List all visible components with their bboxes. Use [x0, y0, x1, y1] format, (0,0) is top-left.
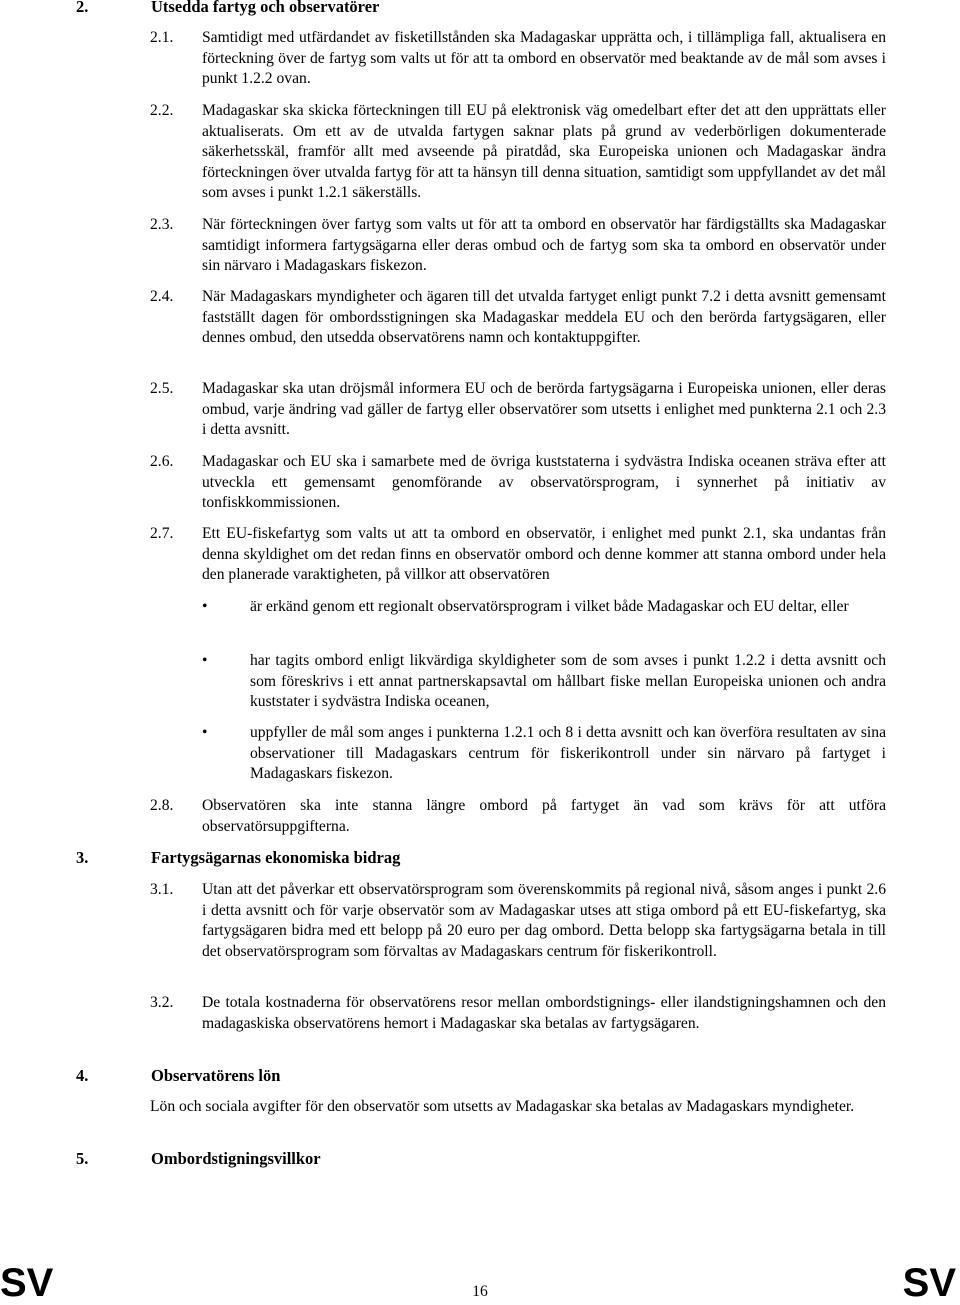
bullet-text: är erkänd genom ett regionalt observatörsprogram i vilket både Madagaskar och EU deltar, eller	[250, 598, 849, 615]
section-number: 5.	[76, 1149, 89, 1168]
paragraph-number: 2.3.	[150, 216, 174, 233]
paragraph-number: 2.7.	[150, 525, 174, 542]
paragraph-4: Lön och sociala avgifter för den observatör som utsetts av Madagaskar ska betalas av Madagaskars myndigheter.	[150, 1098, 855, 1115]
paragraph-text: Ett EU-fiskefartyg som valts ut att ta ombord en observatör, i enlighet med punkt 2.1, ska undantas från denna skyldighet om det redan finns en observatör ombord och denne kommer att stanna ombord under hela den planerade varaktigheten, på villkor att observatören	[202, 525, 886, 583]
section-number: 3.	[76, 848, 89, 867]
paragraph-text: De totala kostnaderna för observatörens resor mellan ombordstignings- eller ilandstigningshamnen och den madagaskiska observatörens hemort i Madagaskar ska betalas av fartygsägaren.	[202, 994, 886, 1032]
bullet-icon: •	[202, 724, 208, 741]
section-number: 2.	[76, 0, 89, 16]
section-number: 4.	[76, 1066, 89, 1085]
paragraph-text: När förteckningen över fartyg som valts ut för att ta ombord en observatör har färdigställts ska Madagaskar samtidigt informera fartygsägarna eller deras ombud och de fartyg som ska ta ombord en observatör under sin närvaro i Madagaskars fiskezon.	[202, 216, 886, 274]
paragraph-text: Utan att det påverkar ett observatörsprogram som överenskommits på regional nivå, såsom anges i punkt 2.6 i detta avsnitt och för varje observatör som av Madagaskar utses att stiga ombord på ett EU-fiskefartyg, ska fartygsägaren bidra med ett belopp på 20 euro per dag ombord. Detta belopp ska fartygsägarna betala in till det observatörsprogram som förvaltas av Madagaskars centrum för fiskerikontroll.	[202, 881, 886, 960]
paragraph-2-2	[150, 101, 886, 204]
paragraph-2-1	[150, 28, 886, 90]
section-heading-5	[76, 1149, 321, 1169]
section-heading-3	[76, 848, 400, 868]
paragraph-2-5	[150, 379, 886, 441]
section-heading-2	[76, 0, 379, 17]
paragraph-text: När Madagaskars myndigheter och ägaren till det utvalda fartyget enligt punkt 7.2 i detta avsnitt gemensamt fastställt dagen för ombordsstigningen ska Madagaskar meddela EU och den berörda fartygsägaren, eller dennes ombud, den utsedda observatörens namn och kontaktuppgifter.	[202, 288, 886, 346]
footer-language-code-left: SV	[0, 1261, 54, 1305]
paragraph-2-3	[150, 215, 886, 277]
paragraph-number: 2.6.	[150, 453, 174, 470]
bullet-icon: •	[202, 652, 208, 669]
paragraph-number: 3.1.	[150, 881, 174, 898]
bullet-text: har tagits ombord enligt likvärdiga skyldigheter som de som avses i punkt 1.2.2 i detta avsnitt och som föreskrivs i ett annat partnerskapsavtal om hållbart fiske mellan Europeiska unionen och andra kuststater i sydvästra Indiska oceanen,	[250, 652, 886, 710]
footer-language-code-right: SV	[902, 1261, 956, 1305]
section-heading-4	[76, 1066, 280, 1086]
section-title: Utsedda fartyg och observatörer	[151, 0, 380, 16]
paragraph-number: 2.2.	[150, 102, 174, 119]
footer-page-number: 16	[472, 1283, 488, 1300]
paragraph-text: Observatören ska inte stanna längre ombord på fartyget än vad som krävs för att utföra observatörsuppgifterna.	[202, 797, 886, 835]
paragraph-2-7	[150, 524, 886, 586]
paragraph-number: 2.4.	[150, 288, 174, 305]
paragraph-2-8	[150, 796, 886, 837]
paragraph-text: Madagaskar ska utan dröjsmål informera EU och de berörda fartygsägarna i Europeiska unionen, eller deras ombud, varje ändring vad gäller de fartyg eller observatörer som utsetts i enlighet med punkterna 2.1 och 2.3 i detta avsnitt.	[202, 380, 886, 438]
section-title: Observatörens lön	[151, 1066, 281, 1085]
paragraph-text: Madagaskar och EU ska i samarbete med de övriga kuststaterna i sydvästra Indiska oceanen sträva efter att utveckla ett gemensamt genomförande av observatörsprogram, i synnerhet på initiativ av tonfiskkommissionen.	[202, 453, 886, 511]
paragraph-2-4	[150, 287, 886, 349]
section-title: Ombordstigningsvillkor	[151, 1149, 321, 1168]
bullet-item	[202, 651, 886, 713]
paragraph-number: 2.5.	[150, 380, 174, 397]
bullet-icon: •	[202, 598, 208, 615]
paragraph-text: Samtidigt med utfärdandet av fisketillstånden ska Madagaskar upprätta och, i tillämpliga fall, aktualisera en förteckning över de fartyg som valts ut för att ta ombord en observatör med beaktande av de mål som avses i punkt 1.2.2 ovan.	[202, 29, 886, 87]
paragraph-3-2	[150, 993, 886, 1034]
section-title: Fartygsägarnas ekonomiska bidrag	[151, 848, 401, 867]
paragraph-number: 2.8.	[150, 797, 174, 814]
paragraph-2-6	[150, 452, 886, 514]
bullet-item	[202, 723, 886, 785]
paragraph-text: Madagaskar ska skicka förteckningen till EU på elektronisk väg omedelbart efter det att den upprättats eller aktualiserats. Om ett av de utvalda fartygen saknar plats på grund av vederbörligen dokumenterade säkerhetsskäl, framför allt med avseende på piratdåd, ska Europeiska unionen och Madagaskar ändra förteckningen över utvalda fartyg för att ta hänsyn till denna situation, samtidigt som uppfyllandet av det mål som avses i punkt 1.2.1 säkerställs.	[202, 102, 886, 201]
paragraph-number: 2.1.	[150, 29, 174, 46]
bullet-item	[202, 597, 886, 618]
paragraph-number: 3.2.	[150, 994, 174, 1011]
paragraph-3-1	[150, 880, 886, 962]
bullet-text: uppfyller de mål som anges i punkterna 1.2.1 och 8 i detta avsnitt och kan överföra resultaten av sina observationer till Madagaskars centrum för fiskerikontroll under sin närvaro på fartyget i Madagaskars fiskezon.	[250, 724, 886, 782]
